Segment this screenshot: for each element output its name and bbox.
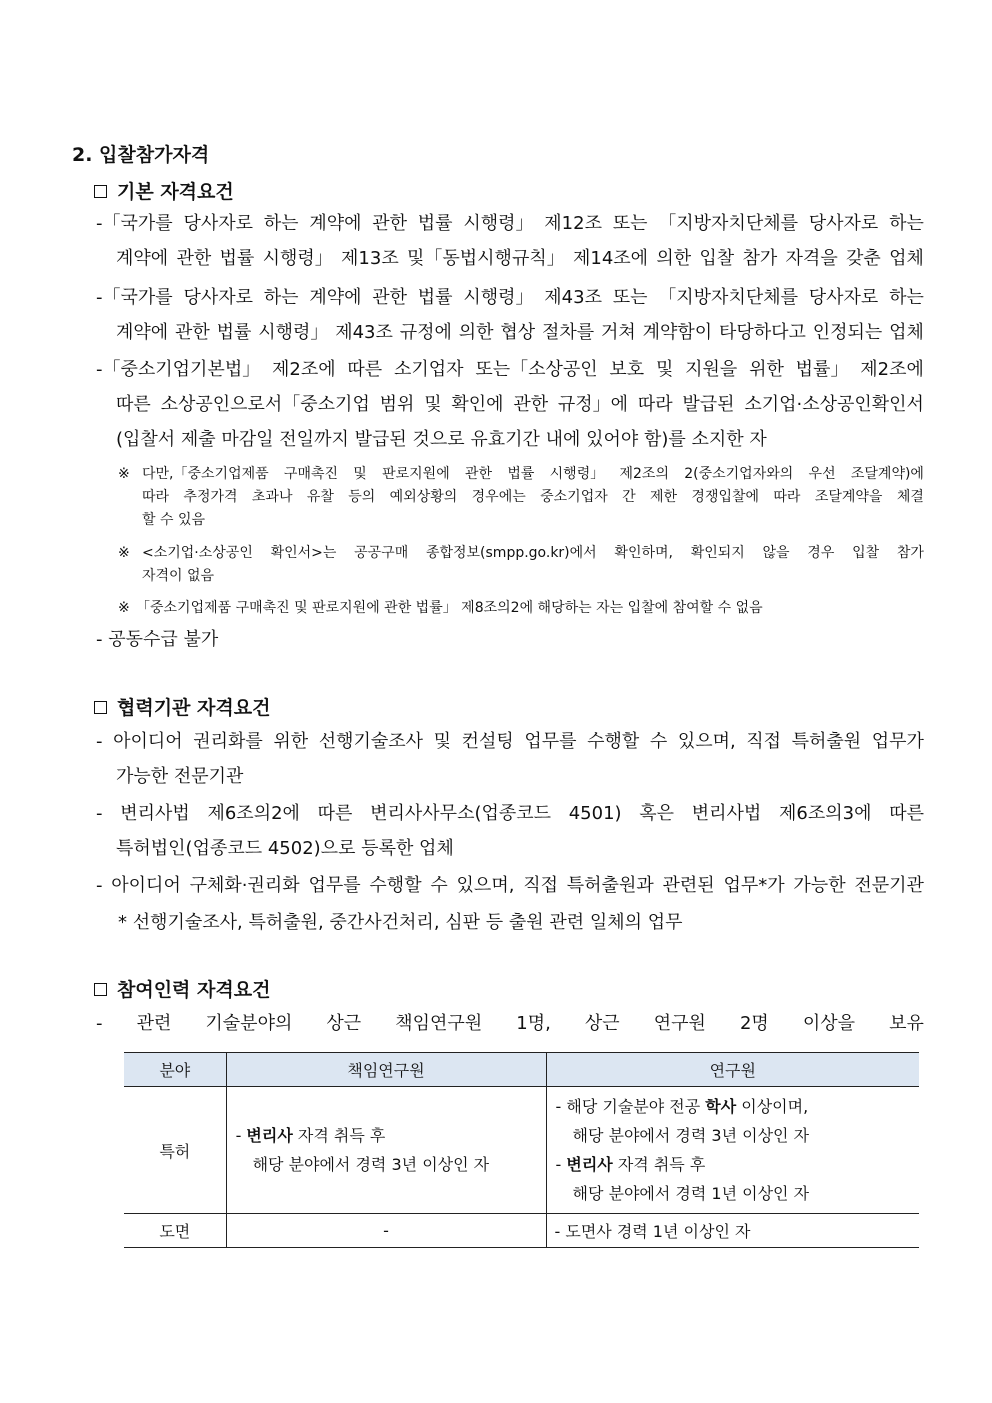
text-line: <소기업·소상공인 확인서>는 공공구매 종합정보(smpp.go.kr)에서 확인하며, 확인되지 않을 경우 입찰 참가 [142, 545, 924, 561]
text-line: - 아이디어 구체화·권리화 업무를 수행할 수 있으며, 직접 특허출원과 관련된 업무*가 가능한 전문기관 [96, 875, 924, 896]
basic-item-4 [96, 622, 924, 657]
text-line: 가능한 전문기관 [116, 766, 244, 787]
text-line: 자격이 없음 [142, 568, 215, 584]
cell-lead: - 변리사 자격 취득 후 해당 분야에서 경력 3년 이상인 자 [226, 1087, 546, 1214]
basic-note-1 [118, 463, 924, 532]
partner-item-3 [96, 868, 924, 903]
text-line: - 관련 기술분야의 상근 책임연구원 1명, 상근 연구원 2명 이상을 보유 [96, 1013, 924, 1034]
text-line: - 아이디어 권리화를 위한 선행기술조사 및 컨설팅 업무를 수행할 수 있으며, 직접 특허출원 업무가 [96, 731, 924, 752]
basic-item-3 [96, 352, 924, 457]
text-line: -「국가를 당사자로 하는 계약에 관한 법률 시행령」 제43조 또는 「지방자치단체를 당사자로 하는 [96, 287, 924, 308]
reference-mark-icon: ※ [118, 466, 130, 482]
table-row [124, 1214, 919, 1248]
header-researcher: 연구원 [546, 1053, 919, 1087]
basic-item-1 [96, 206, 924, 276]
cell-researcher: - 도면사 경력 1년 이상인 자 [546, 1214, 919, 1248]
basic-heading: 기본 자격요건 [94, 177, 234, 204]
text-line: 따른 소상공인으로서「중소기업 범위 및 확인에 관한 규정」에 따라 발급된 소기업·소상공인확인서 [116, 394, 924, 415]
square-bullet-icon [94, 185, 107, 198]
staff-requirements-table [124, 1052, 919, 1248]
text-line: 다만,「중소기업제품 구매촉진 및 판로지원에 관한 법률 시행령」 제2조의 2(중소기업자와의 우선 조달계약)에 [142, 466, 924, 482]
text-line: - 변리사법 제6조의2에 따른 변리사사무소(업종코드 4501) 혹은 변리사법 제6조의3에 따른 [96, 803, 924, 824]
text-line: 따라 추정가격 초과나 유찰 등의 예외상황의 경우에는 중소기업자 간 제한 경쟁입찰에 따라 조달계약을 체결 [142, 489, 924, 505]
text-line: -「중소기업기본법」 제2조에 따른 소기업자 또는「소상공인 보호 및 지원을 위한 법률」 제2조에 [96, 359, 924, 380]
cell-field: 특허 [124, 1087, 226, 1214]
partner-item-2 [96, 796, 924, 866]
header-field: 분야 [124, 1053, 226, 1087]
text-line: -「국가를 당사자로 하는 계약에 관한 법률 시행령」 제12조 또는 「지방자치단체를 당사자로 하는 [96, 213, 924, 234]
basic-note-2 [118, 542, 924, 588]
partner-star-note: * 선행기술조사, 특허출원, 중간사건처리, 심판 등 출원 관련 일체의 업무 [118, 912, 683, 933]
staff-item [96, 1006, 924, 1041]
text-line: 「중소기업제품 구매촉진 및 판로지원에 관한 법률」 제8조의2에 해당하는 자는 입찰에 참여할 수 없음 [136, 600, 763, 616]
partner-item-1 [96, 724, 924, 794]
square-bullet-icon [94, 983, 107, 996]
reference-mark-icon: ※ [118, 545, 130, 561]
basic-note-3 [118, 597, 924, 620]
partner-heading: 협력기관 자격요건 [94, 693, 270, 720]
cell-researcher: - 해당 기술분야 전공 학사 이상이며, 해당 분야에서 경력 3년 이상인 자 - 변리사 자격 취득 후 해당 분야에서 경력 1년 이상인 자 [546, 1087, 919, 1214]
header-lead-researcher: 책임연구원 [226, 1053, 546, 1087]
cell-field: 도면 [124, 1214, 226, 1248]
square-bullet-icon [94, 701, 107, 714]
cell-lead: - [226, 1214, 546, 1248]
table-header-row [124, 1053, 919, 1087]
text-line: 계약에 관한 법률 시행령」 제43조 규정에 의한 협상 절차를 거쳐 계약함이 타당하다고 인정되는 업체 [116, 322, 924, 343]
text-line: - 공동수급 불가 [96, 629, 219, 650]
text-line: (입찰서 제출 마감일 전일까지 발급된 것으로 유효기간 내에 있어야 함)를 소지한 자 [116, 429, 767, 450]
section-title: 2. 입찰참가자격 [72, 144, 210, 166]
text-line: 계약에 관한 법률 시행령」 제13조 및「동법시행규칙」 제14조에 의한 입찰 참가 자격을 갖춘 업체 [116, 248, 924, 269]
text-line: 할 수 있음 [142, 512, 205, 528]
table-row [124, 1087, 919, 1214]
text-line: 특허법인(업종코드 4502)으로 등록한 업체 [116, 838, 454, 859]
basic-item-2 [96, 280, 924, 350]
reference-mark-icon: ※ [118, 600, 130, 616]
staff-heading: 참여인력 자격요건 [94, 975, 270, 1002]
